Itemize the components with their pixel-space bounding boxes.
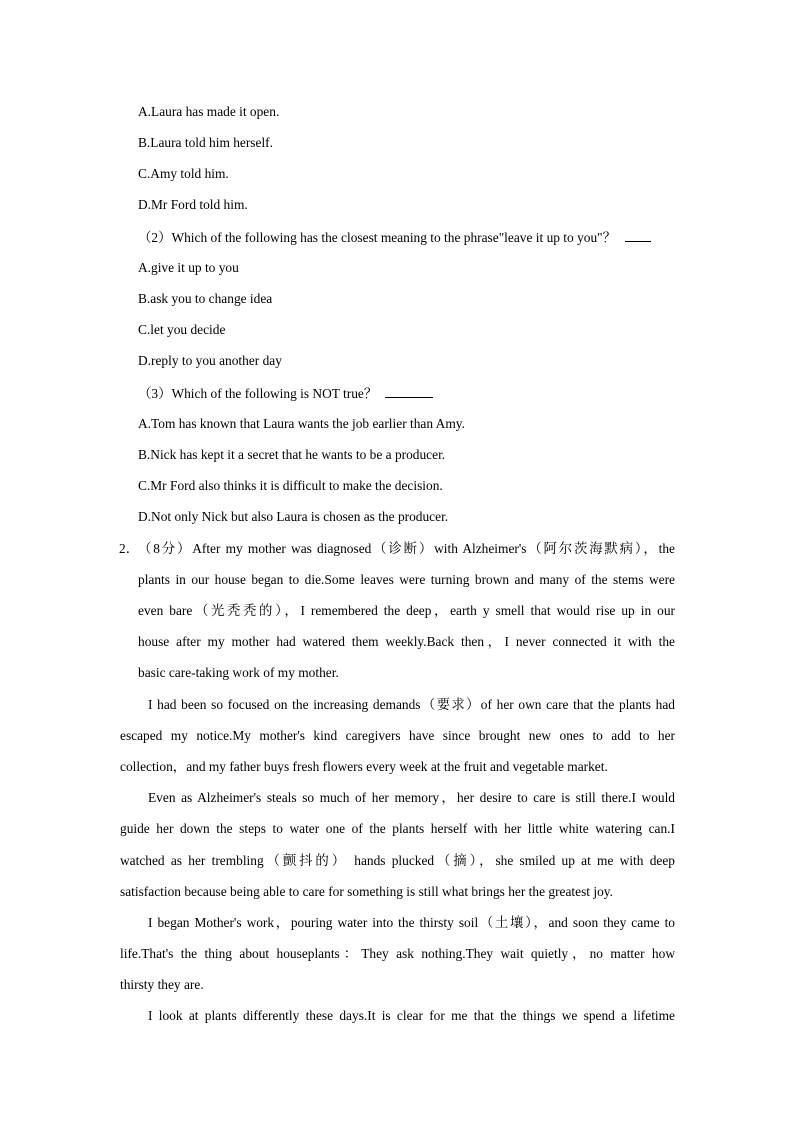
passage2-line: I had been so focused on the increasing demands（要求）of her own care that the plants had xyxy=(148,697,675,712)
passage2-line: life.That's the thing about houseplants：They ask nothing.They wait quietly，no matter how xyxy=(120,946,675,961)
passage2-line: thirsty they are. xyxy=(120,977,204,992)
q2-option-a: A.give it up to you xyxy=(138,260,239,275)
q2-prompt-row xyxy=(138,228,651,247)
q2-answer-blank[interactable] xyxy=(625,228,651,242)
q2-prompt: （2）Which of the following has the closest meaning to the phrase"leave it up to you"？ xyxy=(138,230,617,245)
q2-option-b: B.ask you to change idea xyxy=(138,291,273,306)
passage2-line: guide her down the steps to water one of the plants herself with her little white watering can.I xyxy=(120,821,675,836)
q3-option-a: A.Tom has known that Laura wants the job earlier than Amy. xyxy=(138,416,465,431)
passage2-line: I began Mother's work，pouring water into the thirsty soil（土壤），and soon they came to xyxy=(148,915,675,930)
passage2-line: escaped my notice.My mother's kind caregivers have since brought new ones to add to her xyxy=(120,728,675,743)
passage2-line: I look at plants differently these days.It is clear for me that the things we spend a lifetime xyxy=(148,1008,675,1023)
q3-prompt-row xyxy=(138,384,433,403)
q3-answer-blank[interactable] xyxy=(385,384,433,398)
passage2-line: basic care-taking work of my mother. xyxy=(138,665,339,680)
q2-option-c: C.let you decide xyxy=(138,322,226,337)
q2-option-d: D.reply to you another day xyxy=(138,353,282,368)
q3-option-d: D.Not only Nick but also Laura is chosen as the producer. xyxy=(138,509,449,524)
q1-option-d: D.Mr Ford told him. xyxy=(138,197,248,212)
passage2-line: collection，and my father buys fresh flowers every week at the fruit and vegetable market. xyxy=(120,759,608,774)
q1-option-c: C.Amy told him. xyxy=(138,166,229,181)
q3-option-c: C.Mr Ford also thinks it is difficult to make the decision. xyxy=(138,478,443,493)
passage2-line: plants in our house began to die.Some leaves were turning brown and many of the stems were xyxy=(138,572,675,587)
q3-prompt: （3）Which of the following is NOT true？ xyxy=(138,386,378,401)
passage2-line: Even as Alzheimer's steals so much of her memory，her desire to care is still there.I would xyxy=(148,790,675,805)
q3-option-b: B.Nick has kept it a secret that he wants to be a producer. xyxy=(138,447,446,462)
passage2-line: even bare（光秃秃的），I remembered the deep，earth y smell that would rise up in our xyxy=(138,603,675,618)
passage2-line: （8分）After my mother was diagnosed（诊断）with Alzheimer's（阿尔茨海默病），the xyxy=(138,541,675,556)
passage2-line: watched as her trembling（颤抖的） hands plucked（摘），she smiled up at me with deep xyxy=(120,853,675,868)
q1-option-a: A.Laura has made it open. xyxy=(138,104,280,119)
passage2-line: house after my mother had watered them weekly.Back then，I never connected it with the xyxy=(138,634,675,649)
q1-option-b: B.Laura told him herself. xyxy=(138,135,273,150)
passage2-number: 2． xyxy=(119,541,140,556)
passage2-line: satisfaction because being able to care for something is still what brings her the greatest joy. xyxy=(120,884,613,899)
